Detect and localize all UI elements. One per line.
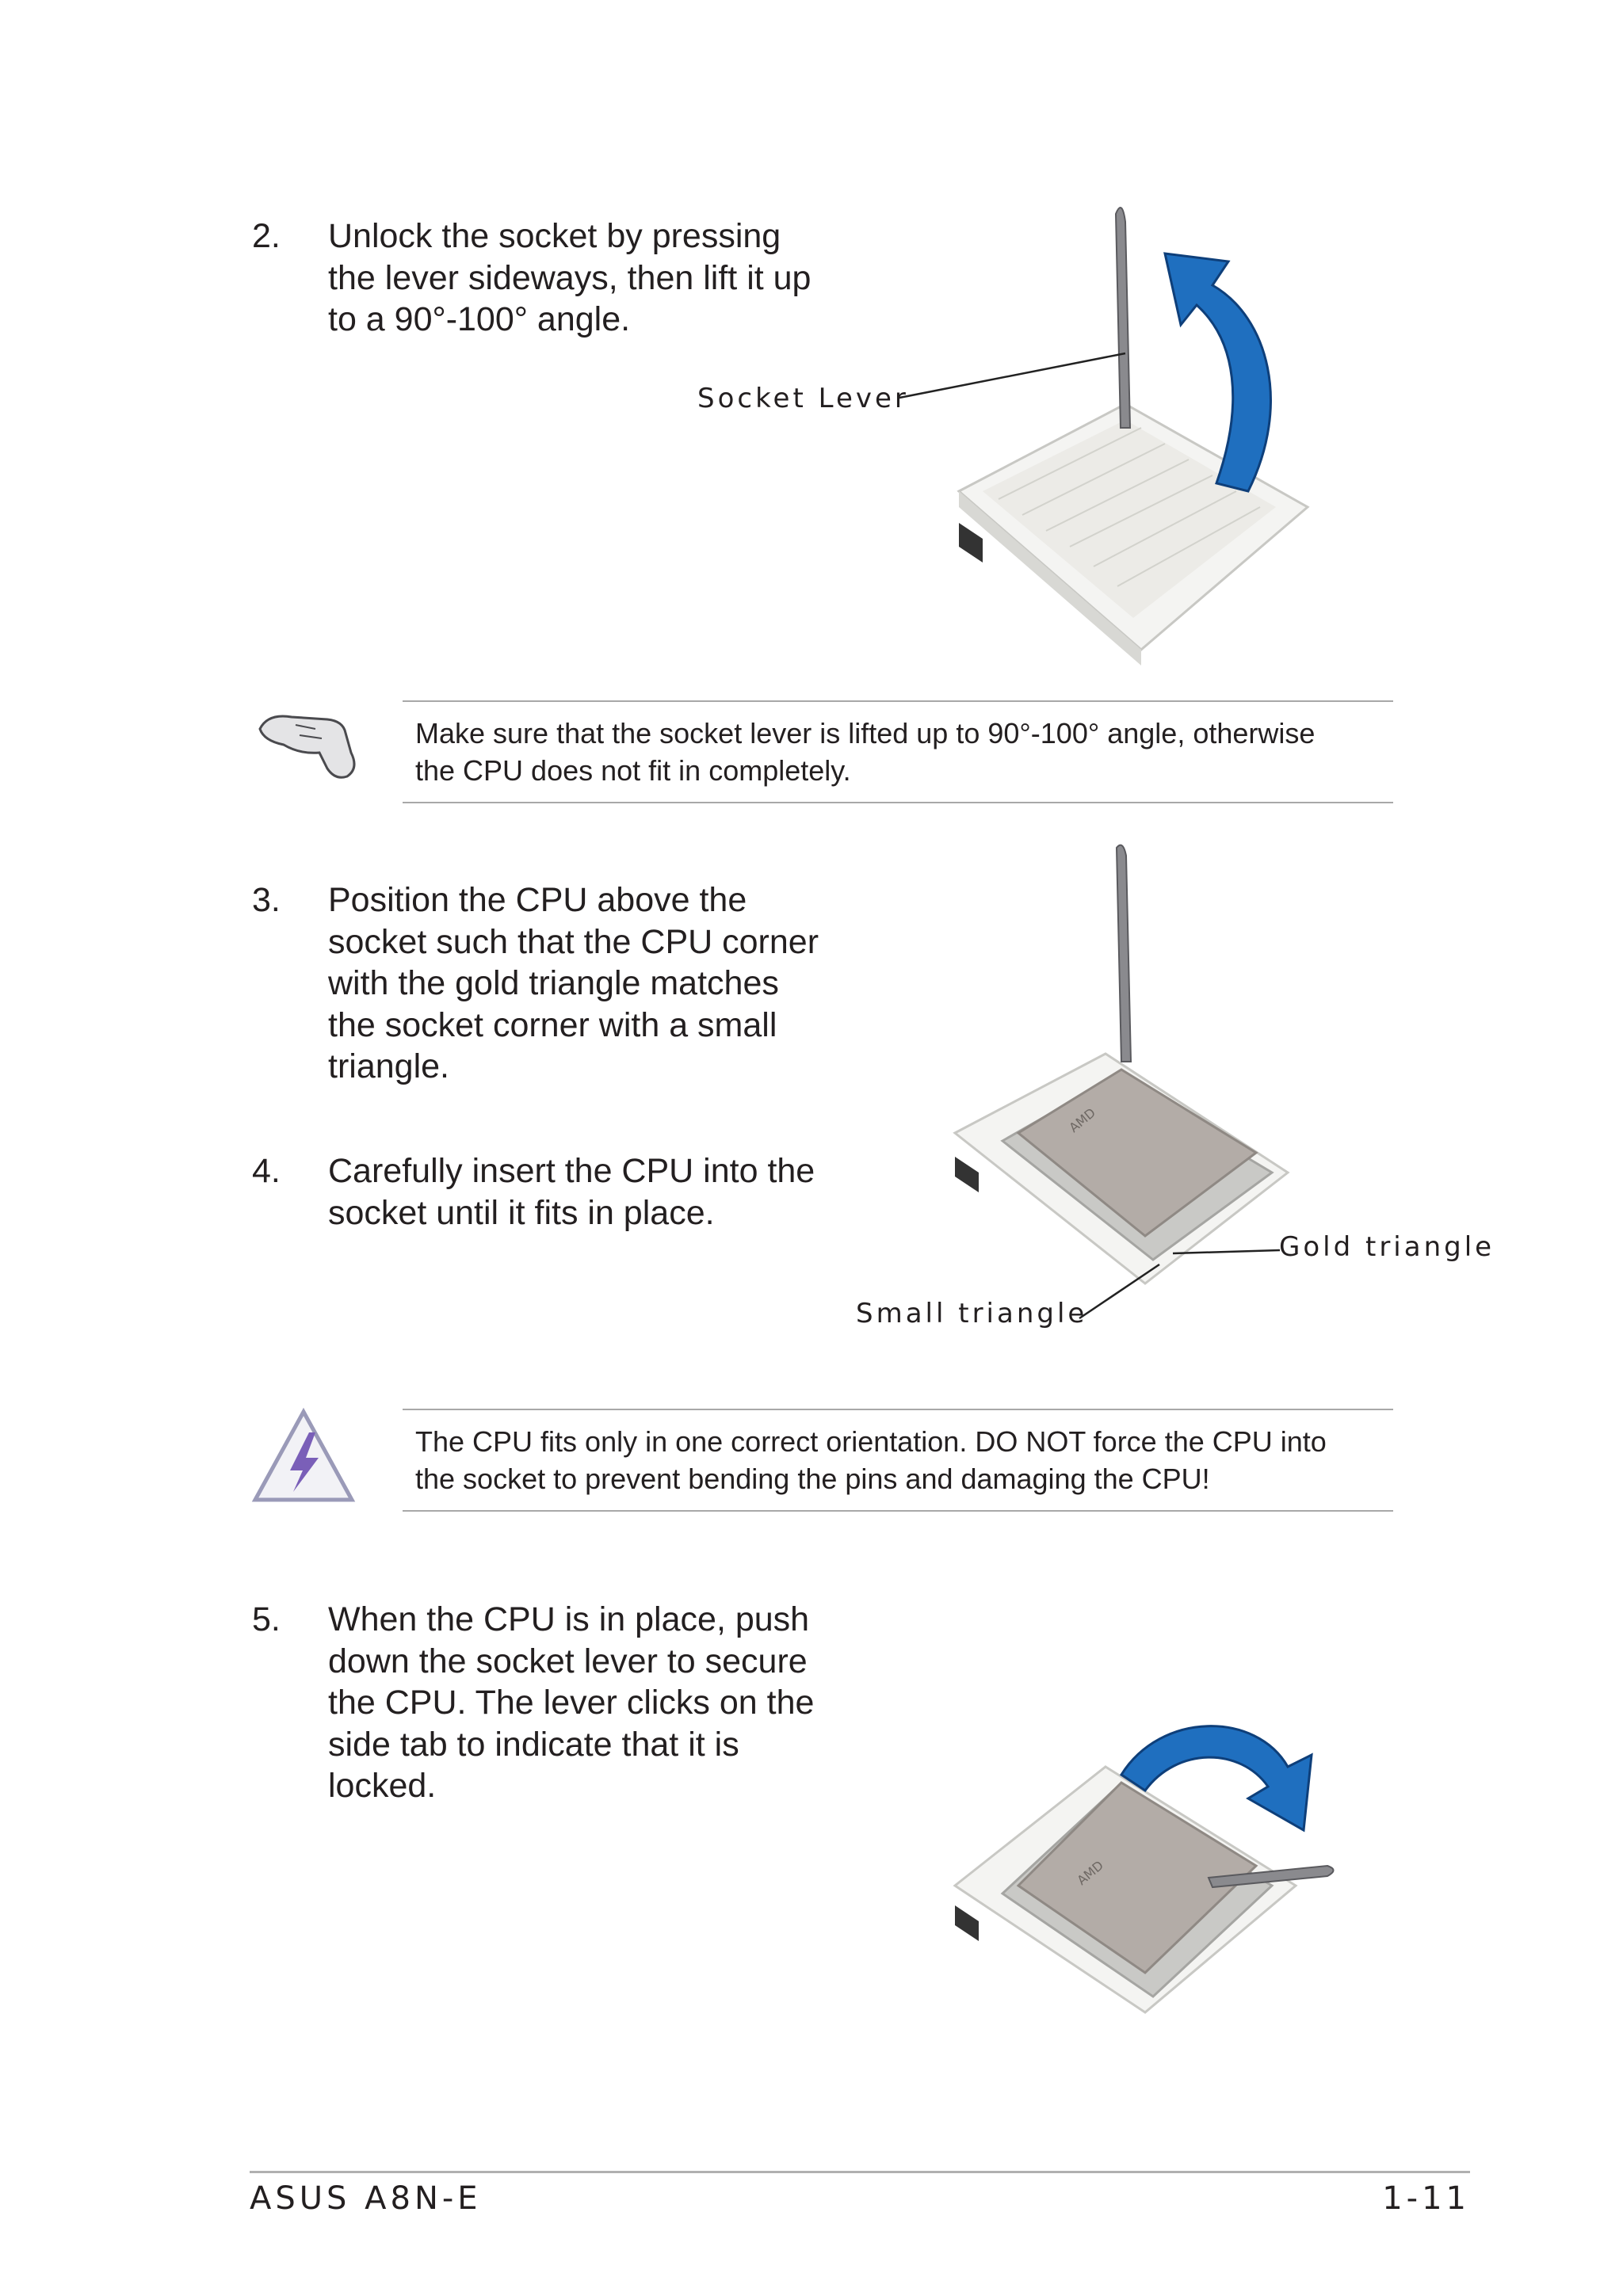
gold-triangle-leader-line [1173,1242,1284,1258]
step-4-number: 4. [252,1152,281,1190]
step-4-text: Carefully insert the CPU into the socket until it fits in place. [328,1152,815,1232]
hand-note-icon [252,697,363,784]
socket-lever-up-illustration [935,190,1347,650]
step-3-text: Position the CPU above the socket such that the CPU corner with the gold triangle matches the socket corner with a small triangle. [328,881,819,1085]
note-1-text: Make sure that the socket lever is lifted up to 90°-100° angle, otherwise the CPU does not fit in completely. [415,717,1316,787]
step-2-number: 2. [252,217,281,255]
note-box-1 [403,700,1393,803]
note-2-text: The CPU fits only in one correct orientation. DO NOT force the CPU into the socket to prevent bending the pins and damaging the CPU! [415,1425,1327,1495]
footer-rule [250,2171,1470,2173]
cpu-insert-illustration [947,840,1343,1291]
small-triangle-leader-line [1076,1260,1163,1323]
gold-triangle-label: Gold triangle [1279,1231,1495,1263]
note-box-2 [403,1409,1393,1512]
warning-icon [252,1409,355,1504]
small-triangle-label: Small triangle [856,1298,1088,1329]
svg-text:AMD: AMD [1066,1104,1098,1136]
svg-text:AMD: AMD [1074,1857,1106,1889]
step-5-text: When the CPU is in place, push down the socket lever to secure the CPU. The lever clicks on the side tab to indicate that it is locked. [328,1600,815,1805]
step-3-number: 3. [252,881,281,919]
step-2-text: Unlock the socket by pressing the lever sideways, then lift it up to a 90°-100° angle. [328,217,812,338]
cpu-locked-illustration [947,1703,1359,2020]
socket-lever-label: Socket Lever [697,383,909,414]
footer-product-name: ASUS A8N-E [250,2180,482,2217]
footer-page-number: 1-11 [1382,2180,1470,2217]
step-5-number: 5. [252,1600,281,1638]
socket-lever-leader-line [899,349,1137,404]
